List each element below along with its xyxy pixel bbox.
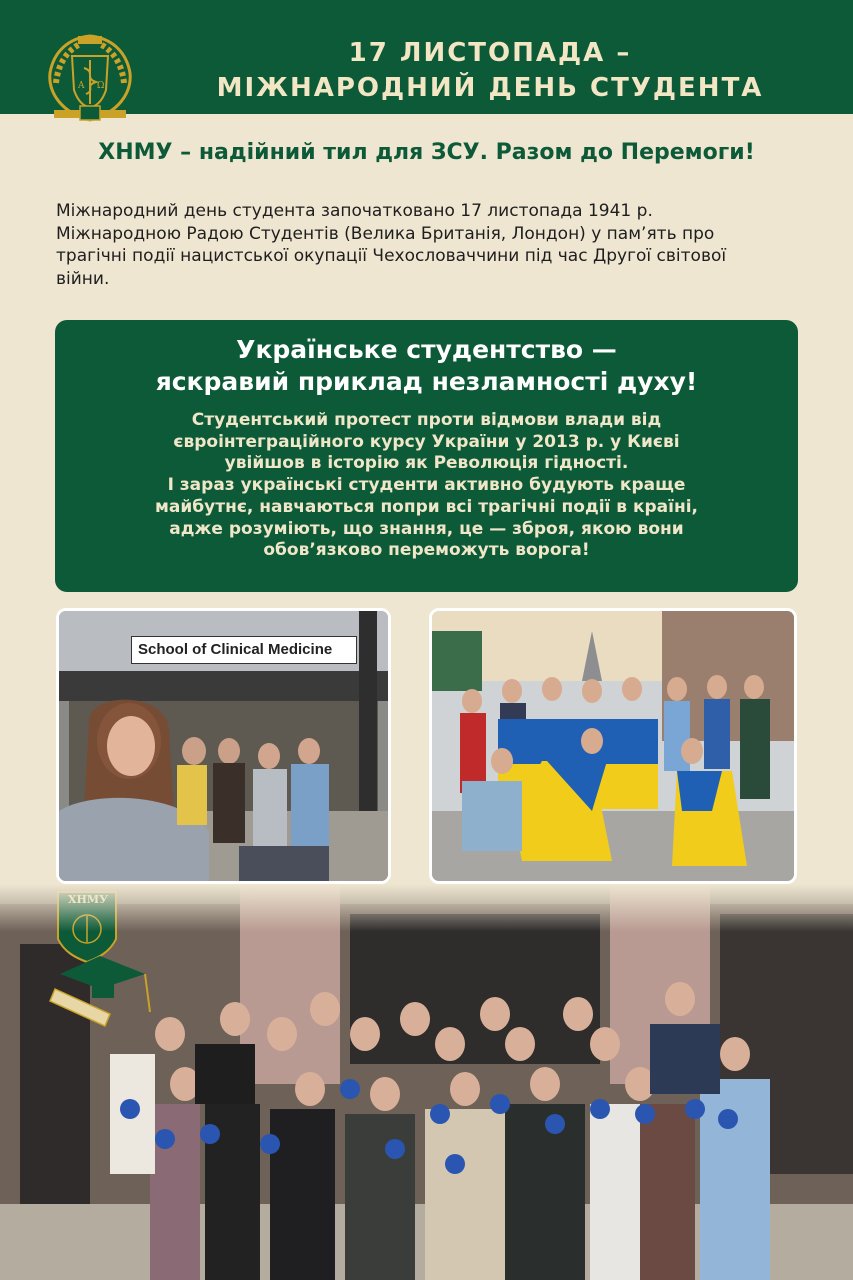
bottom-logo-text: ХНМУ <box>67 893 109 906</box>
intro-line: війни. <box>56 268 110 289</box>
box-heading <box>55 334 798 398</box>
photo-group-with-bears <box>0 884 853 1280</box>
university-crest-icon <box>40 28 140 128</box>
header-bar <box>0 0 853 114</box>
svg-text:Ω: Ω <box>97 81 105 91</box>
school-sign: School of Clinical Medicine <box>131 636 357 664</box>
box-text-line: Студентський протест проти відмови влади від <box>191 410 662 430</box>
highlight-box <box>55 320 798 592</box>
box-heading-line: яскравий приклад незламності духу! <box>155 367 698 396</box>
subtitle-slogan: ХНМУ – надійний тил для ЗСУ. Разом до Перемоги! <box>98 140 755 165</box>
photo-students-with-flag <box>429 608 797 884</box>
title-line-1: 17 ЛИСТОПАДА – <box>348 38 632 68</box>
intro-line: трагічні події нацистської окупації Чехословаччини під час Другої світової <box>56 246 727 266</box>
title-line-2: МІЖНАРОДНИЙ ДЕНЬ СТУДЕНТА <box>216 73 764 103</box>
intro-line: Міжнародний день студента започатковано 17 листопада 1941 р. <box>56 201 653 221</box>
intro-line: Міжнародною Радою Студентів (Велика Британія, Лондон) у пам’ять про <box>56 223 715 244</box>
box-text-line: євроінтеграційного курсу України у 2013 р. у Києві <box>173 431 680 452</box>
box-text-line: майбутнє, навчаються попри всі трагічні події в країні, <box>155 496 698 517</box>
box-text-line: адже розуміють, що знання, це — зброя, якою вони <box>169 518 684 539</box>
box-text <box>85 410 768 562</box>
svg-text:Α: Α <box>78 81 85 91</box>
box-text-line: обов’язково переможуть ворога! <box>263 540 590 561</box>
box-text-line: увійшов в історію як Революція гідності. <box>224 453 629 474</box>
page-title <box>170 36 810 106</box>
box-heading-line: Українське студентство — <box>236 335 617 364</box>
box-text-line: І зараз українські студенти активно будують краще <box>167 475 686 496</box>
intro-paragraph <box>56 200 801 290</box>
